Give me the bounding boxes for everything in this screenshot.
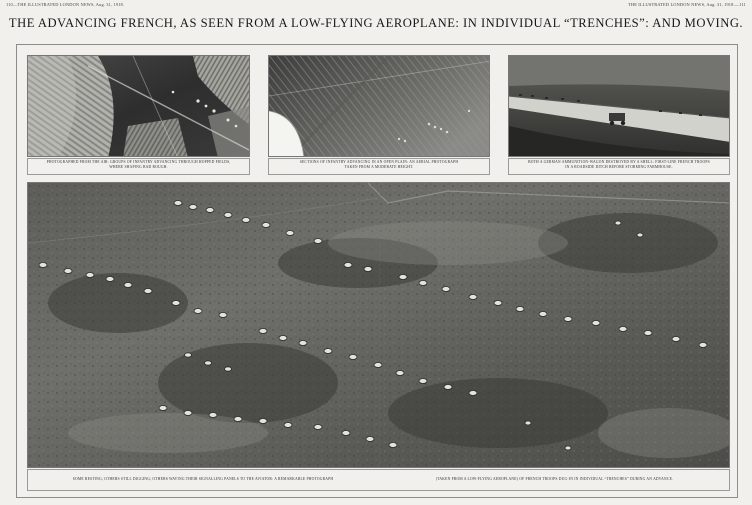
caption-photo-2-line1: SECTIONS OF INFANTRY ADVANCING IN AN OPEN PLAIN: AN AERIAL PHOTOGRAPH: [299, 160, 459, 164]
page-headline: THE ADVANCING FRENCH, AS SEEN FROM A LOW-FLYING AEROPLANE: IN INDIVIDUAL “TRENCHES”: AND MOVING.: [8, 16, 744, 30]
caption-photo-1-line1: PHOTOGRAPHED FROM THE AIR: GROUPS OF INFANTRY ADVANCING THROUGH HOPPED FIELDS,: [46, 160, 231, 164]
caption-photo-3-line1: BOTH A GERMAN AMMUNITION-WAGON DESTROYED BY A SHELL: FIRST-LINE FRENCH TROOPS: [528, 160, 710, 164]
running-head-right: THE ILLUSTRATED LONDON NEWS, Aug. 31, 1918.—111: [628, 2, 746, 7]
photo-hopped-fields: [27, 55, 250, 157]
photo-open-plain: [268, 55, 490, 157]
caption-main-left: SOME RESTING; OTHERS STILL DIGGING; OTHERS WAVING THEIR SIGNALLING PANELS TO THE AVIATOR: A REMARKABLE PHOTOGRAPH: [72, 477, 334, 481]
photo-main-panorama: [27, 182, 730, 468]
running-head-left: 110—THE ILLUSTRATED LONDON NEWS, Aug. 31, 1918.: [6, 2, 125, 7]
caption-main-right: (TAKEN FROM A LOW-FLYING AEROPLANE) OF FRENCH TROOPS DUG-IN IN INDIVIDUAL “TRENCHES” DURING AN ADVANCE.: [435, 477, 674, 481]
caption-photo-2-line2: TAKEN FROM A MODERATE HEIGHT.: [344, 165, 414, 170]
photo-roadside-ditch: [508, 55, 730, 157]
caption-photo-2: [268, 160, 490, 170]
caption-photo-3: [508, 160, 730, 170]
caption-photo-1-line2: WHERE SHAPING BAD ROUGH.: [109, 165, 168, 170]
caption-photo-1: [27, 160, 250, 170]
caption-photo-3-line2: IN A ROADSIDE DITCH BEFORE STORMING FARMHOUSE.: [565, 165, 673, 170]
